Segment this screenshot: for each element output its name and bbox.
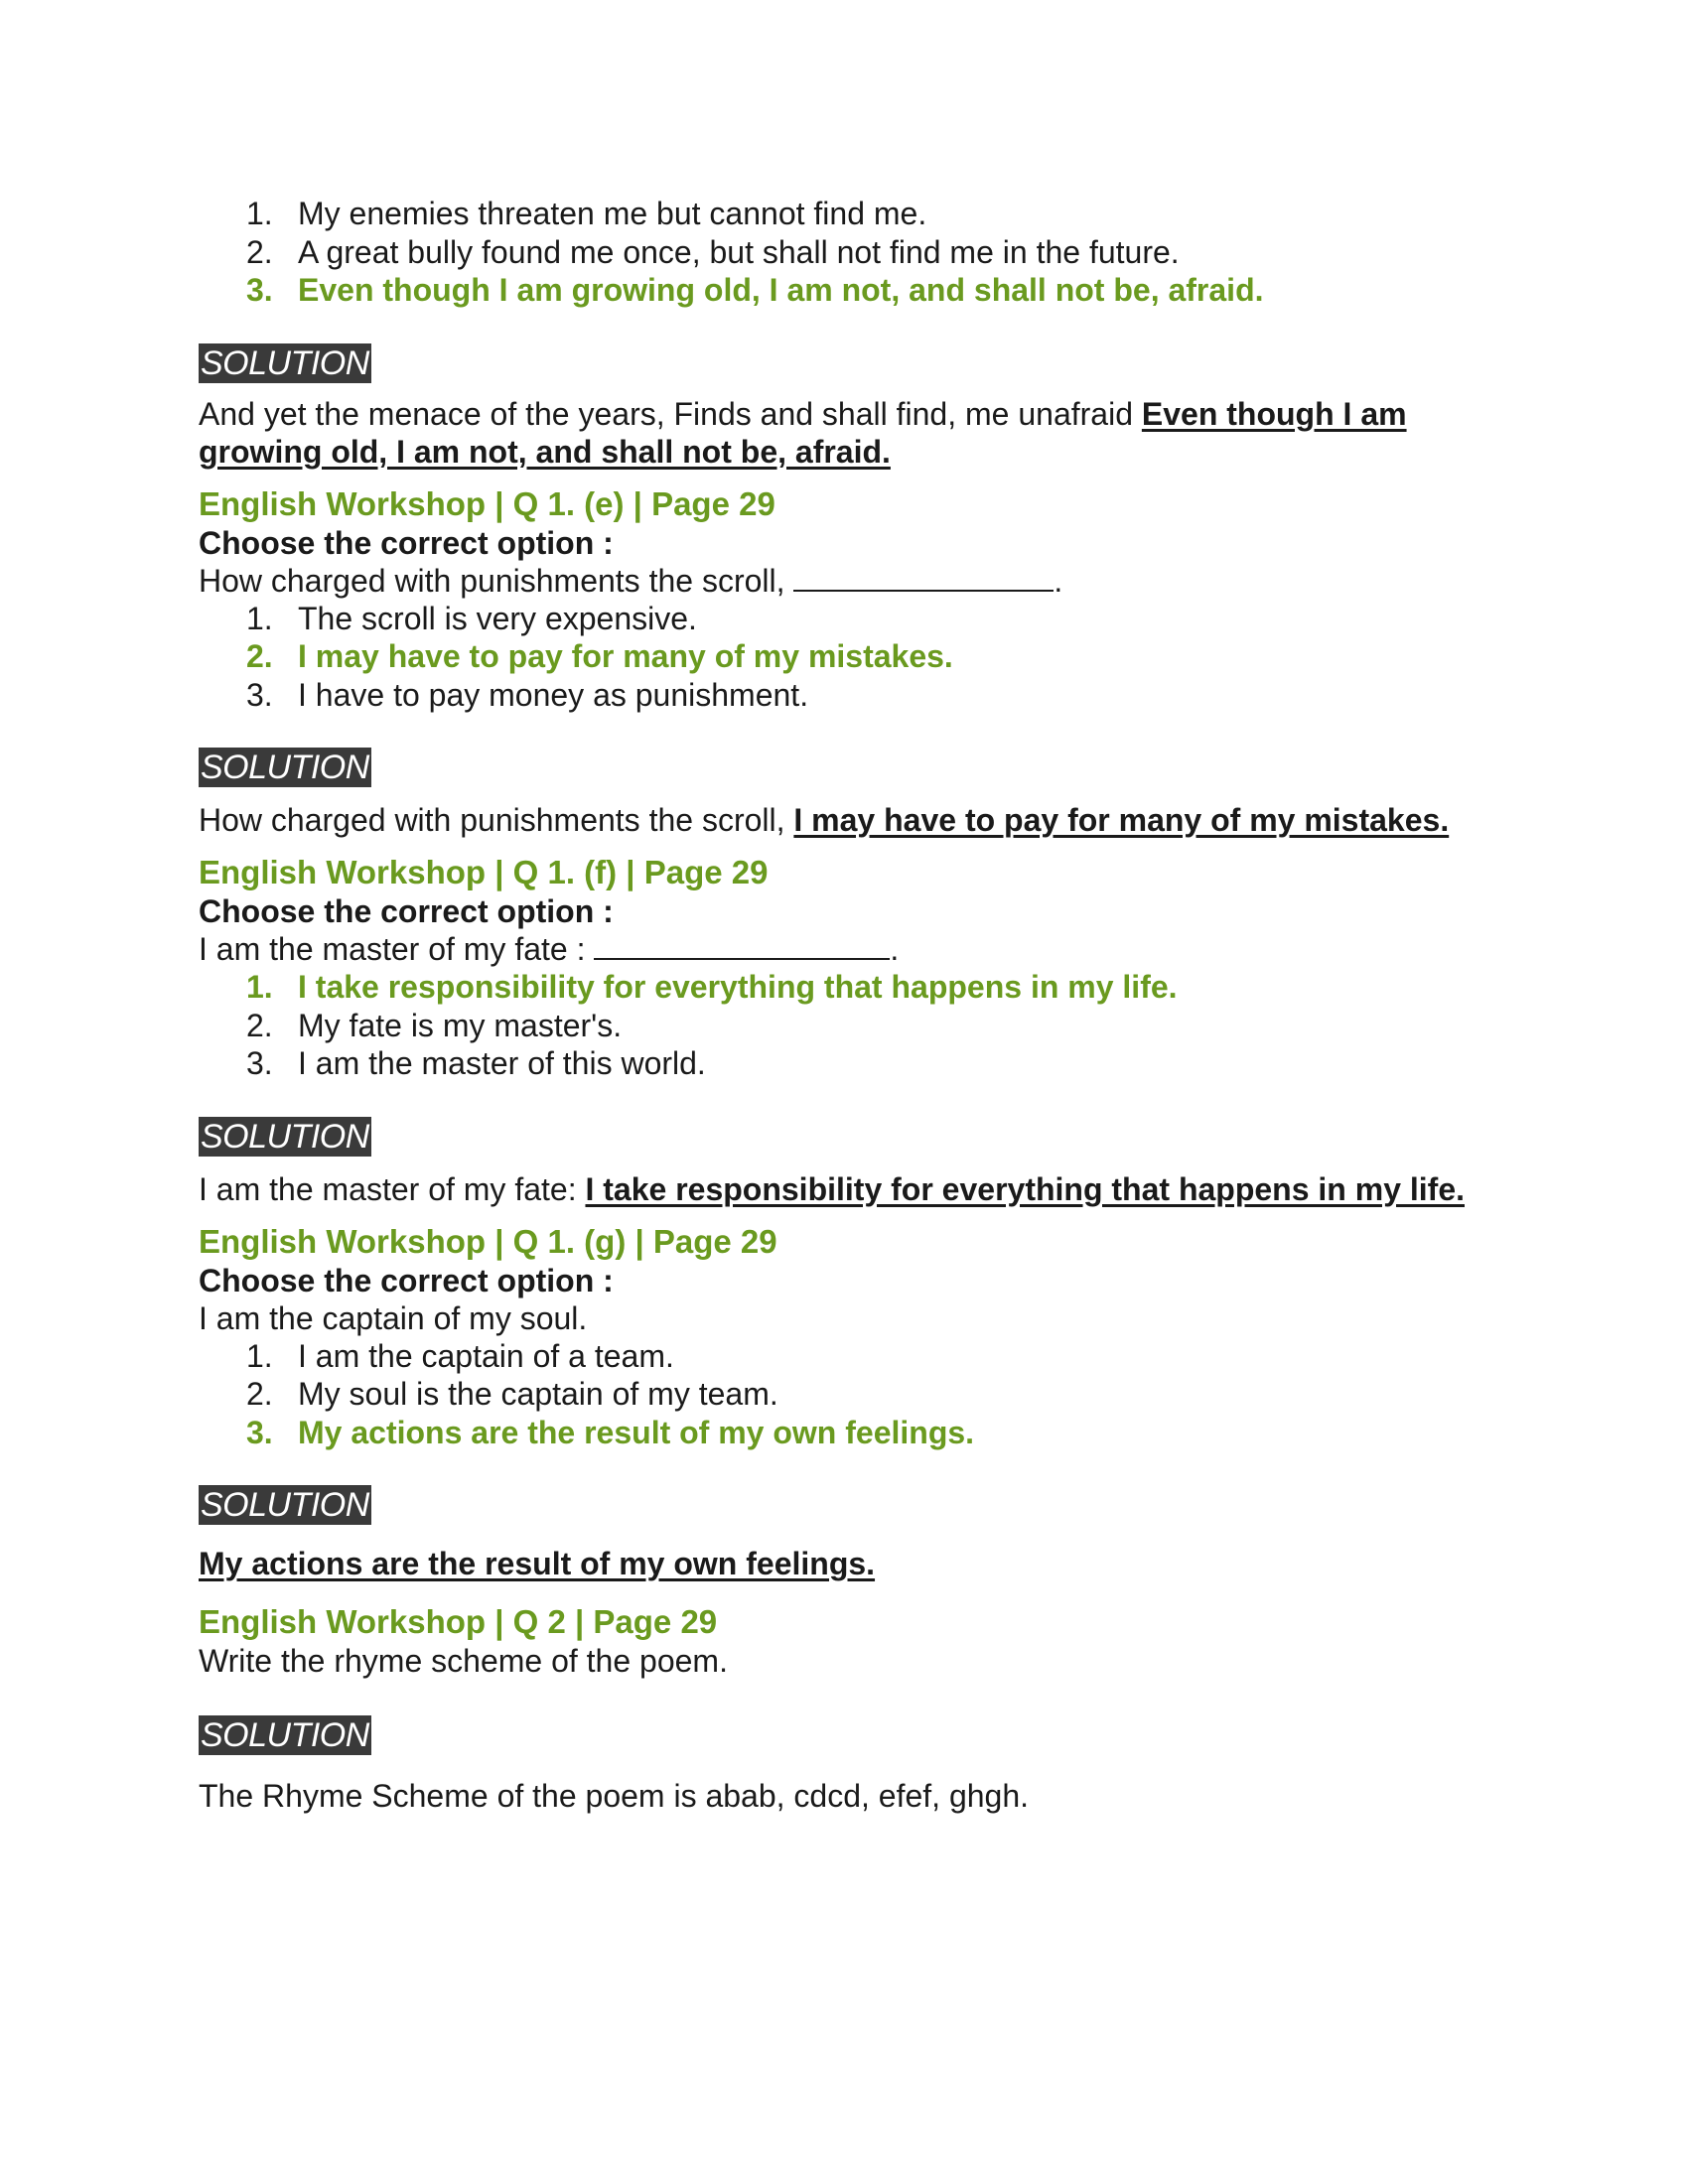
solution-text: I am the master of my fate: I take responsibility for everything that happens in my life. xyxy=(199,1170,1465,1207)
question-prompt: How charged with punishments the scroll, . xyxy=(199,562,1063,599)
solution-text xyxy=(199,1545,1489,1582)
solution-label: SOLUTION xyxy=(201,1117,369,1156)
solution-answer: I take responsibility for everything that happens in my life. xyxy=(585,1170,1465,1207)
solution-text: And yet the menace of the years, Finds and shall find, me unafraid Even though I am growing old, I am not, and shall not be, afraid. xyxy=(199,395,1407,470)
solution-answer: I may have to pay for many of my mistakes. xyxy=(793,802,1450,838)
solution-label: SOLUTION xyxy=(201,1716,369,1754)
question-heading: English Workshop | Q 2 | Page 29 xyxy=(199,1603,718,1640)
option-item: 1. The scroll is very expensive. xyxy=(246,600,697,636)
options-list xyxy=(199,195,1489,310)
option-item-correct: 3. Even though I am growing old, I am not, and shall not be, afraid. xyxy=(246,272,1264,308)
option-item: 3. I am the master of this world. xyxy=(246,1045,706,1081)
solution-answer: Even though I am growing old, I am not, and shall not be, afraid. xyxy=(199,395,1407,470)
answer-blank xyxy=(793,564,1054,592)
solution-text: How charged with punishments the scroll, I may have to pay for many of my mistakes. xyxy=(199,802,1450,838)
question-instruction: Choose the correct option : xyxy=(199,524,614,561)
question-heading: English Workshop | Q 1. (e) | Page 29 xyxy=(199,484,775,522)
solution-text: The Rhyme Scheme of the poem is abab, cdcd, efef, ghgh. xyxy=(199,1778,1030,1814)
question-heading: English Workshop | Q 1. (f) | Page 29 xyxy=(199,854,769,890)
option-item: 1. My enemies threaten me but cannot find me. xyxy=(246,196,927,231)
question-instruction: Choose the correct option : xyxy=(199,893,614,929)
answer-blank xyxy=(594,932,890,960)
solution-label: SOLUTION xyxy=(201,749,369,786)
solution-label: SOLUTION xyxy=(201,1486,369,1524)
options-list xyxy=(199,600,1489,715)
option-item-correct: 2. I may have to pay for many of my mistakes. xyxy=(246,638,953,674)
question-instruction: Choose the correct option : xyxy=(199,1262,614,1298)
solution-answer: My actions are the result of my own feelings. xyxy=(199,1546,876,1581)
solution-label: SOLUTION xyxy=(201,343,369,382)
option-item-correct: 3. My actions are the result of my own feelings. xyxy=(246,1414,975,1450)
option-item-correct: 1. I take responsibility for everything that happens in my life. xyxy=(246,969,1178,1005)
question-prompt: I am the master of my fate : . xyxy=(199,931,900,967)
options-list xyxy=(199,1337,1489,1452)
options-list xyxy=(199,968,1489,1083)
option-item: 1. I am the captain of a team. xyxy=(246,1337,674,1374)
page-content xyxy=(199,195,1489,1815)
option-item: 2. A great bully found me once, but shall not find me in the future. xyxy=(246,233,1180,270)
question-prompt: I am the captain of my soul. xyxy=(199,1299,588,1336)
question-prompt: Write the rhyme scheme of the poem. xyxy=(199,1643,728,1679)
option-item: 3. I have to pay money as punishment. xyxy=(246,676,809,713)
option-item: 2. My fate is my master's. xyxy=(246,1007,623,1043)
option-item: 2. My soul is the captain of my team. xyxy=(246,1376,778,1412)
question-heading: English Workshop | Q 1. (g) | Page 29 xyxy=(199,1222,777,1260)
